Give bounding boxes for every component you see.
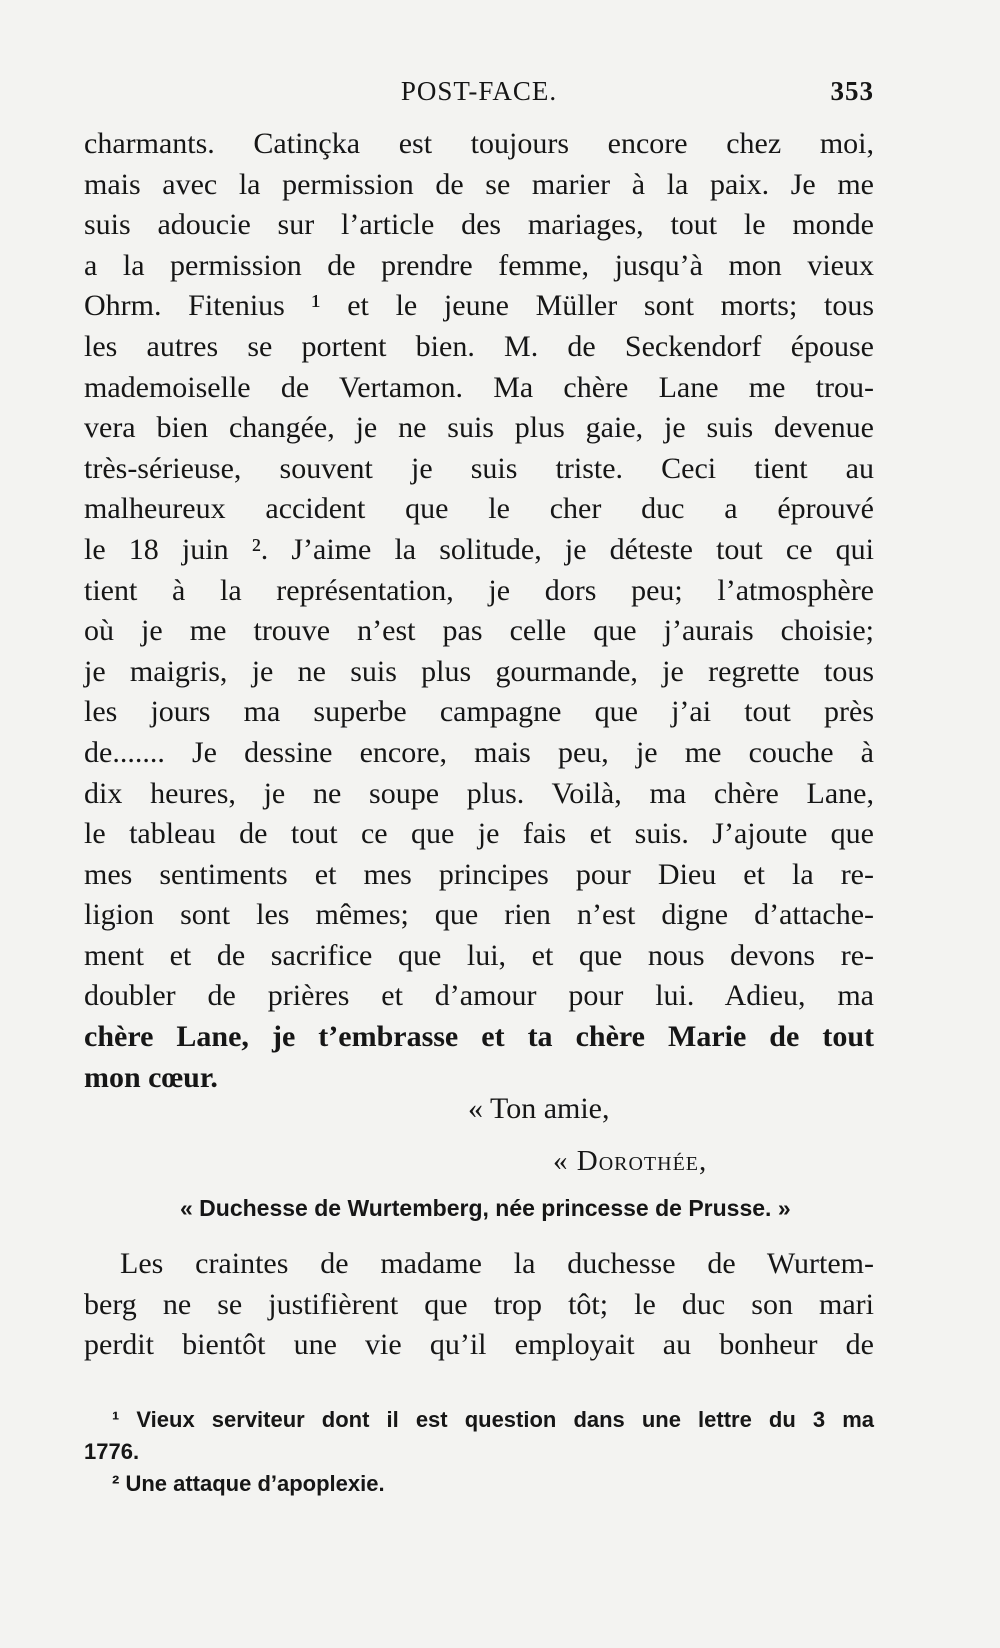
text-line: charmants. Catinçka est toujours encore chez moi, bbox=[84, 127, 874, 160]
text-line: le tableau de tout ce que je fais et suis. J’ajoute que bbox=[84, 817, 874, 851]
text-line: mon cœur. bbox=[84, 1060, 218, 1094]
text-line: ment et de sacrifice que lui, et que nous devons re- bbox=[84, 938, 874, 972]
footnote-1-continued: 1776. bbox=[84, 1439, 140, 1464]
text-line: très-sérieuse, souvent je suis triste. Ceci tient au bbox=[84, 451, 874, 485]
text-line: suis adoucie sur l’article des mariages, tout le monde bbox=[84, 208, 874, 242]
signature-name: « Dorothée, bbox=[553, 1145, 708, 1177]
text-line: chère Lane, je t’embrasse et ta chère Marie de tout bbox=[84, 1020, 874, 1054]
text-line: ligion sont les mêmes; que rien n’est digne d’attache- bbox=[84, 898, 874, 932]
text-line: mademoiselle de Vertamon. Ma chère Lane me trou- bbox=[84, 370, 874, 404]
running-head bbox=[84, 76, 874, 112]
text-line: vera bien changée, je ne suis plus gaie, je suis devenue bbox=[84, 411, 874, 445]
signature-salutation: « Ton amie, bbox=[468, 1092, 610, 1125]
text-line: le 18 juin ². J’aime la solitude, je déteste tout ce qui bbox=[84, 532, 874, 566]
text-line: berg ne se justifièrent que trop tôt; le duc son mari bbox=[84, 1287, 874, 1321]
signature-title: « Duchesse de Wurtemberg, née princesse de Prusse. » bbox=[180, 1195, 791, 1221]
footnote-2: ² Une attaque d’apoplexie. bbox=[112, 1471, 385, 1496]
running-title: POST-FACE. bbox=[400, 76, 558, 106]
text-line: malheureux accident que le cher duc a éprouvé bbox=[84, 492, 874, 526]
text-line: dix heures, je ne soupe plus. Voilà, ma chère Lane, bbox=[84, 776, 874, 810]
text-line: mais avec la permission de se marier à la paix. Je me bbox=[84, 167, 874, 201]
text-line: doubler de prières et d’amour pour lui. Adieu, ma bbox=[84, 979, 874, 1013]
page-number: 353 bbox=[830, 76, 874, 106]
text-line: je maigris, je ne suis plus gourmande, je regrette tous bbox=[84, 654, 874, 688]
text-line: Ohrm. Fitenius ¹ et le jeune Müller sont morts; tous bbox=[84, 289, 874, 323]
narrative-paragraph bbox=[84, 1244, 874, 1366]
footnote-1: ¹ Vieux serviteur dont il est question dans une lettre du 3 ma bbox=[112, 1407, 874, 1432]
text-line: où je me trouve n’est pas celle que j’aurais choisie; bbox=[84, 614, 874, 648]
text-line: de....... Je dessine encore, mais peu, je me couche à bbox=[84, 735, 874, 769]
text-line: les jours ma superbe campagne que j’ai tout près bbox=[84, 695, 874, 729]
text-line: tient à la représentation, je dors peu; l’atmosphère bbox=[84, 573, 874, 607]
letter-text bbox=[84, 124, 874, 1098]
text-line: mes sentiments et mes principes pour Dieu et la re- bbox=[84, 857, 874, 891]
footnotes bbox=[84, 1404, 874, 1500]
text-line: les autres se portent bien. M. de Seckendorf épouse bbox=[84, 329, 874, 363]
text-line: Les craintes de madame la duchesse de Wurtem- bbox=[120, 1247, 874, 1280]
text-line: perdit bientôt une vie qu’il employait au bonheur de bbox=[84, 1328, 874, 1362]
text-line: a la permission de prendre femme, jusqu’à mon vieux bbox=[84, 248, 874, 282]
